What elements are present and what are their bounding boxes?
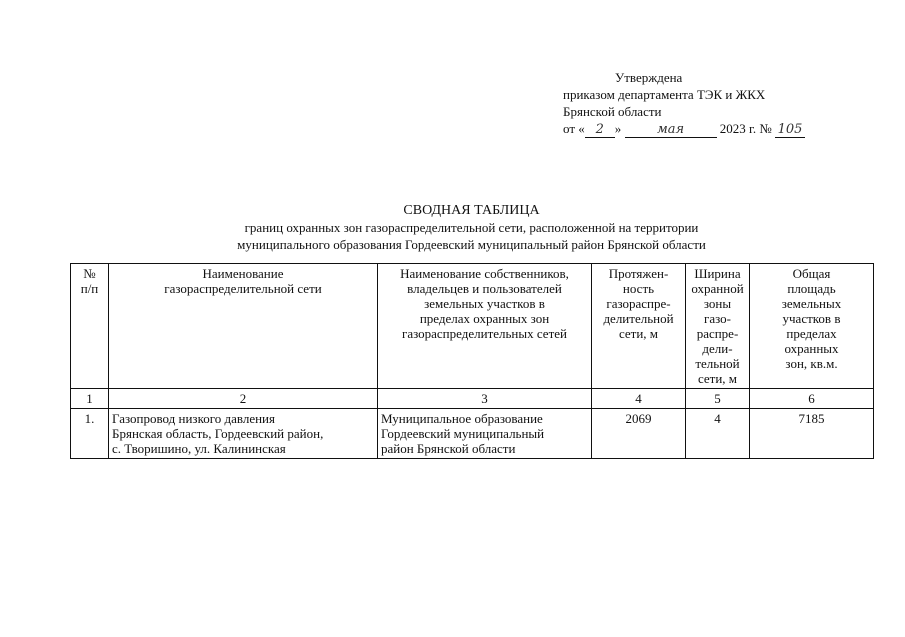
cell-line: пределах охранных зон	[419, 311, 550, 326]
column-number: 4	[592, 389, 686, 409]
column-number-row	[71, 389, 874, 409]
cell-line: газо-	[704, 311, 731, 326]
cell-line: с. Творишино, ул. Калининская	[112, 441, 286, 456]
cell-line: Брянская область, Гордеевский район,	[112, 426, 324, 441]
column-number: 1	[71, 389, 109, 409]
cell-line: сети, м	[618, 326, 659, 341]
cell-line: охранных	[784, 341, 839, 356]
cell-line: делительной	[603, 311, 674, 326]
cell-line: площадь	[787, 281, 836, 296]
header-owners	[378, 264, 592, 389]
cell-line: газораспределительной сети	[164, 281, 322, 296]
cell-line: ность	[622, 281, 655, 296]
table-header-row	[71, 264, 874, 389]
summary-table	[70, 263, 874, 459]
cell-line: Наименование собственников,	[400, 266, 569, 281]
cell-line: Наименование	[202, 266, 284, 281]
cell-line: зон, кв.м.	[785, 356, 838, 371]
handwritten-day: 2	[585, 122, 615, 138]
header-zone-width	[686, 264, 750, 389]
cell-line: распре-	[696, 326, 739, 341]
cell-line: Муниципальное образование	[381, 411, 543, 426]
date-prefix: от «	[563, 121, 585, 136]
cell-line: газораспре-	[606, 296, 671, 311]
column-number: 3	[378, 389, 592, 409]
document-subtitle-line-1: границ охранных зон газораспределительной сети, расположенной на территории	[244, 220, 699, 235]
cell-line: участков в	[782, 311, 841, 326]
approval-block	[563, 69, 883, 138]
cell-line: пределах	[786, 326, 837, 341]
cell-line: земельных участков в	[424, 296, 545, 311]
cell-line: дели-	[702, 341, 733, 356]
length-cell: 2069	[592, 409, 686, 459]
zone-width-cell: 4	[686, 409, 750, 459]
cell-line: охранной	[691, 281, 744, 296]
cell-line: Общая	[792, 266, 831, 281]
approval-order-line: приказом департамента ТЭК и ЖКХ	[563, 87, 766, 102]
header-number	[71, 264, 109, 389]
handwritten-month: мая	[625, 122, 717, 138]
handwritten-order-number: 105	[775, 122, 805, 138]
cell-line: зоны	[703, 296, 732, 311]
number-sign: №	[759, 121, 772, 136]
cell-line: владельцев и пользователей	[407, 281, 562, 296]
total-area-cell: 7185	[750, 409, 874, 459]
column-number: 5	[686, 389, 750, 409]
approval-region-line: Брянской области	[563, 104, 662, 119]
date-year: 2023 г.	[719, 121, 757, 136]
cell-line: сети, м	[697, 371, 738, 386]
column-number: 6	[750, 389, 874, 409]
cell-line: п/п	[80, 281, 99, 296]
cell-line: тельной	[695, 356, 740, 371]
approval-date-line	[563, 120, 883, 138]
cell-line: Протяжен-	[608, 266, 669, 281]
cell-line: Гордеевский муниципальный	[381, 426, 545, 441]
cell-line: Газопровод низкого давления	[112, 411, 275, 426]
cell-line: Ширина	[694, 266, 741, 281]
table-row	[71, 409, 874, 459]
cell-line: район Брянской области	[381, 441, 516, 456]
approval-heading: Утверждена	[615, 70, 683, 85]
document-title: СВОДНАЯ ТАБЛИЦА	[403, 203, 540, 218]
header-length	[592, 264, 686, 389]
document-subtitle-line-2: муниципального образования Гордеевский муниципальный район Брянской области	[237, 237, 706, 252]
cell-line: земельных	[781, 296, 842, 311]
network-name-cell	[109, 409, 378, 459]
cell-line: №	[83, 266, 96, 281]
row-number: 1.	[71, 409, 109, 459]
header-total-area	[750, 264, 874, 389]
date-quote-close: »	[614, 121, 622, 136]
header-network-name	[109, 264, 378, 389]
cell-line: газораспределительных сетей	[401, 326, 567, 341]
owners-cell	[378, 409, 592, 459]
column-number: 2	[109, 389, 378, 409]
document-title-block	[70, 202, 873, 253]
